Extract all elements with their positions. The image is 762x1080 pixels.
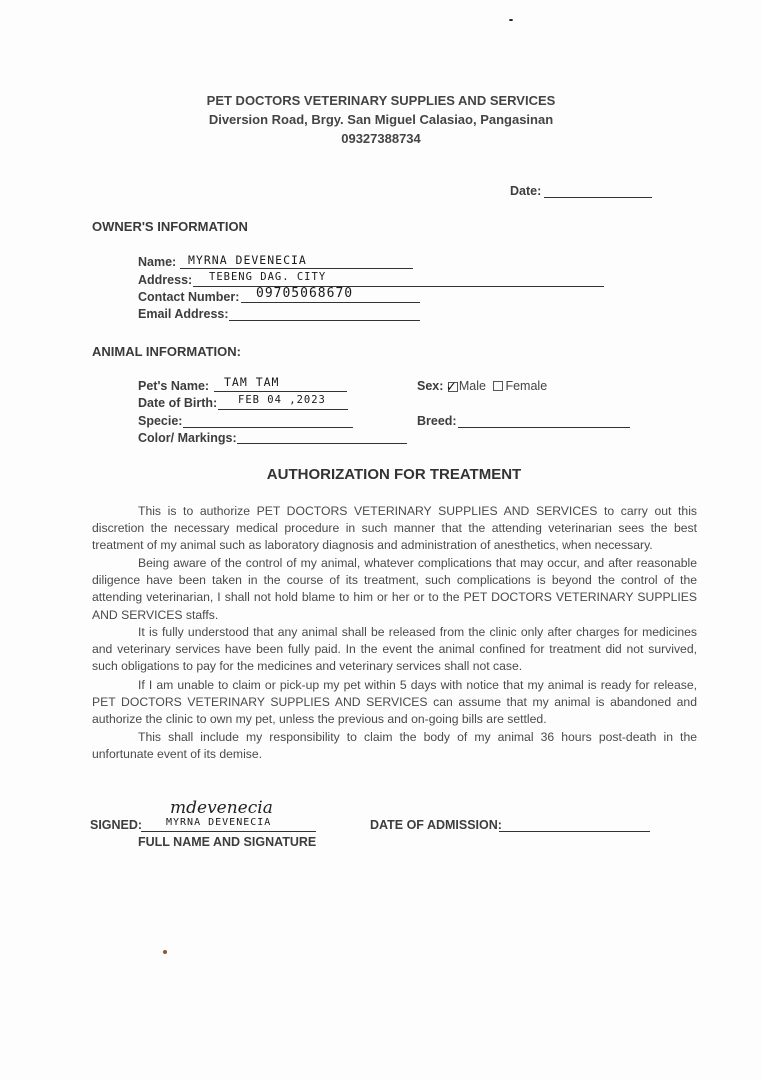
auth-paragraph-1: This is to authorize PET DOCTORS VETERINARY SUPPLIES AND SERVICES to carry out this discretion the necessary medical procedure in such manner that the attending veterinarian sees the best treatment of my animal such as laboratory diagnosis and administration of anesthetics, when necessary. [92, 504, 697, 553]
auth-paragraph-5: This shall include my responsibility to claim the body of my animal 36 hours post-death in the unfortunate event of its demise. [92, 730, 697, 762]
female-checkbox[interactable] [493, 381, 503, 391]
color-field[interactable] [237, 443, 407, 444]
owner-section-title: OWNER'S INFORMATION [92, 219, 248, 234]
check-mark-icon: ✓ [445, 379, 457, 394]
company-phone: 09327388734 [341, 131, 421, 146]
sex-field [417, 379, 547, 393]
male-option-label: Male [458, 379, 486, 393]
pet-name-value: TAM TAM [224, 375, 280, 389]
owner-name-field[interactable] [180, 268, 413, 269]
auth-paragraph-4: If I am unable to claim or pick-up my pet within 5 days with notice that my animal is ready for release, PET DOCTORS VETERINARY SUPPLIES AND SERVICES can assume that my animal is abandoned and authorize the clinic to own my pet, unless the previous and on-going bills are settled. [92, 678, 697, 727]
breed-field[interactable] [458, 427, 630, 428]
signed-label: SIGNED: [90, 818, 143, 832]
signature-printed-name: MYRNA DEVENECIA [166, 817, 272, 828]
color-label: Color/ Markings: [138, 431, 237, 445]
admission-date-label: DATE OF ADMISSION: [370, 818, 502, 832]
animal-section-title: ANIMAL INFORMATION: [92, 344, 241, 359]
signature-field[interactable] [141, 831, 316, 832]
specie-field[interactable] [183, 427, 353, 428]
scan-speck [163, 950, 167, 954]
signature-script: mdevenecia [170, 798, 273, 818]
owner-address-field[interactable] [193, 286, 604, 287]
auth-paragraph-2: Being aware of the control of my animal, whatever complications that may occur, and after reasonable diligence have been taken in the course of its treatment, such complications is beyond the control of the attending veterinarian, I shall not hold blame to him or her or to the PET DOCTORS VETERINARY SUPPLIES AND SERVICES staffs. [92, 556, 697, 622]
breed-label: Breed: [417, 414, 457, 428]
owner-name-label: Name: [138, 255, 177, 269]
owner-contact-field[interactable] [241, 302, 420, 303]
owner-address-value: TEBENG DAG. CITY [209, 271, 327, 283]
company-address: Diversion Road, Brgy. San Miguel Calasiao, Pangasinan [208, 112, 554, 127]
company-name: PET DOCTORS VETERINARY SUPPLIES AND SERVICES [206, 93, 556, 108]
owner-contact-value: 09705068670 [256, 286, 354, 301]
owner-address-label: Address: [138, 273, 193, 287]
sex-label: Sex: [417, 379, 444, 393]
auth-paragraph-3: It is fully understood that any animal shall be released from the clinic only after charges for medicines and veterinary services have been fully paid. In the event the animal confined for treatment did not survived, such obligations to pay for the medicines and veterinary services shall not case. [92, 625, 697, 674]
scan-speck [509, 19, 513, 21]
pet-name-label: Pet's Name: [138, 379, 210, 393]
owner-contact-label: Contact Number: [138, 290, 240, 304]
owner-email-label: Email Address: [138, 307, 229, 321]
signature-caption: FULL NAME AND SIGNATURE [138, 835, 317, 849]
pet-name-field[interactable] [214, 391, 347, 392]
owner-email-field[interactable] [229, 320, 420, 321]
specie-label: Specie: [138, 414, 183, 428]
dob-value: FEB 04 ,2023 [238, 394, 326, 406]
date-label: Date: [510, 184, 542, 198]
authorization-title: AUTHORIZATION FOR TREATMENT [266, 466, 522, 483]
owner-name-value: MYRNA DEVENECIA [188, 253, 307, 267]
dob-label: Date of Birth: [138, 396, 218, 410]
admission-date-field[interactable] [499, 831, 650, 832]
female-option-label: Female [505, 379, 548, 393]
date-field[interactable] [544, 197, 652, 198]
dob-field[interactable] [218, 409, 348, 410]
